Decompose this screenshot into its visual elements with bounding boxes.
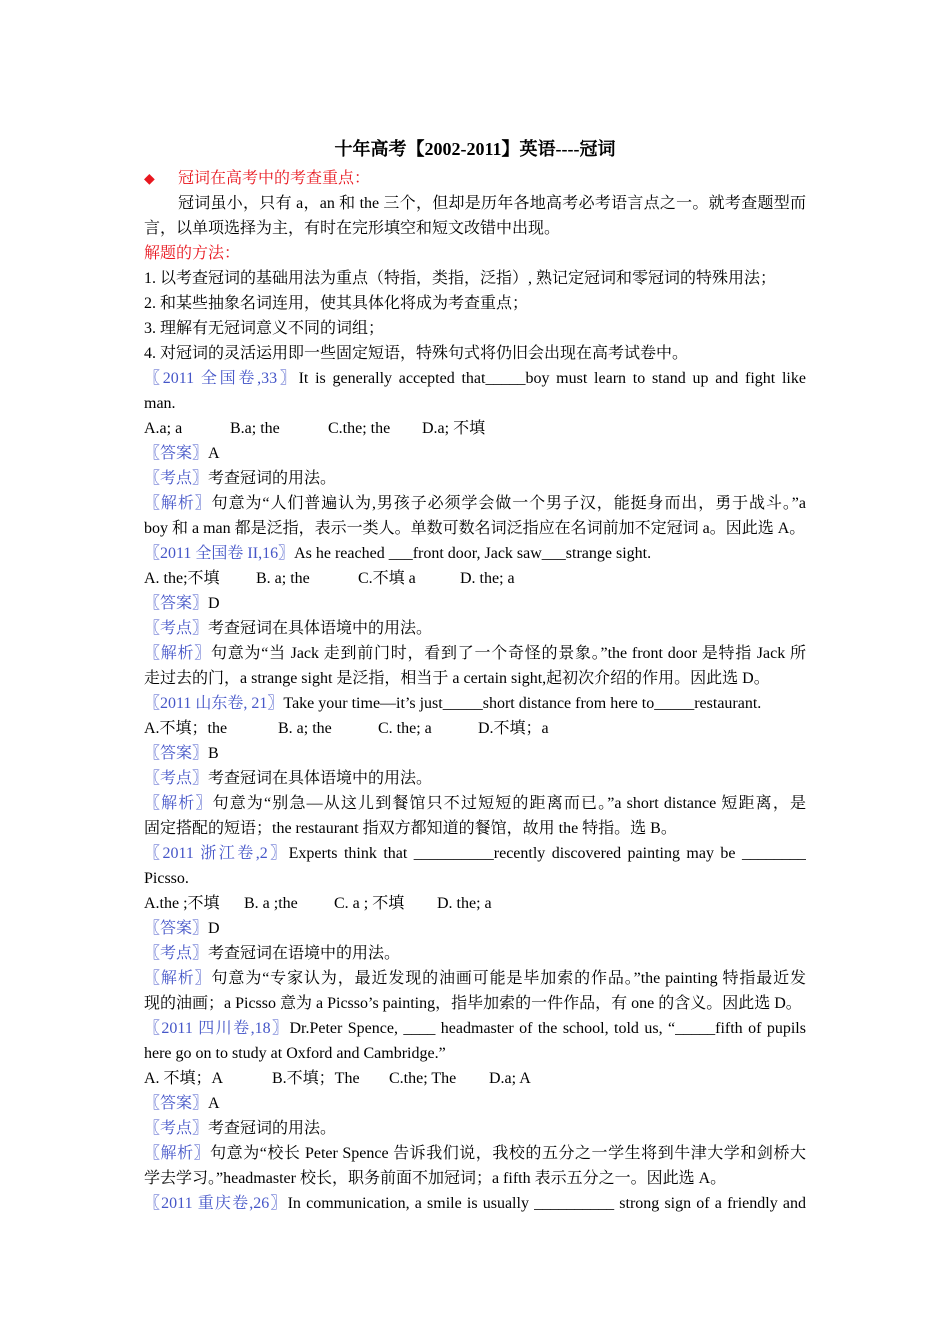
analysis-line: 〖解析〗句意为“别急—从这儿到餐馆只不过短短的距离而已。”a short distance 短距离，是	[144, 795, 806, 812]
analysis-label: 〖解析〗	[144, 970, 212, 987]
option-d: D.a; 不填	[422, 420, 486, 437]
point-line: 〖考点〗考查冠词在具体语境中的用法。	[144, 620, 433, 637]
analysis-label: 〖解析〗	[144, 795, 213, 812]
analysis-line: 〖解析〗句意为“当 Jack 走到前门时，看到了一个奇怪的景象。”the front door 是特指 Jack 所	[144, 645, 806, 662]
question-source: 〖2011 浙江卷,2〗	[144, 845, 289, 862]
option-b: B.不填；The	[272, 1070, 360, 1087]
option-d: D. the; a	[460, 570, 515, 587]
option-a: A.不填；the	[144, 720, 228, 737]
point-line: 〖考点〗考查冠词的用法。	[144, 1120, 337, 1137]
question-stem: 〖2011 山东卷, 21〗Take your time—it’s just_____short distance from here to_____restaurant.	[144, 695, 762, 712]
option-c: C.the; The	[389, 1070, 457, 1087]
answer-line	[144, 916, 806, 941]
answer-line	[144, 441, 806, 466]
method-item: 1. 以考查冠词的基础用法为重点（特指，类指，泛指）, 熟记定冠词和零冠词的特殊用法；	[144, 270, 777, 287]
question-stem-cont: man.	[144, 395, 176, 412]
answer-line	[144, 591, 806, 616]
point-label: 〖考点〗	[144, 470, 209, 487]
question-options	[144, 891, 806, 916]
page-title: 十年高考【2002-2011】英语----冠词	[334, 139, 616, 159]
question-options	[144, 1066, 806, 1091]
question-options	[144, 566, 806, 591]
analysis-line: 〖解析〗句意为“人们普遍认为,男孩子必须学会做一个男子汉，能挺身而出，勇于战斗。”a	[144, 495, 806, 512]
methods-heading: 解题的方法：	[144, 245, 241, 262]
question-stem-cont: Picsso.	[144, 870, 189, 887]
analysis-label: 〖解析〗	[144, 1145, 211, 1162]
option-d: D.不填；a	[478, 720, 549, 737]
question-stem: 〖2011 重庆卷,26〗In communication, a smile is usually __________ strong sign of a friendly and	[144, 1195, 806, 1212]
option-c: C. the; a	[378, 720, 432, 737]
method-item: 2. 和某些抽象名词连用，使其具体化将成为考查重点；	[144, 295, 529, 312]
answer-value: A	[208, 445, 220, 462]
question-source: 〖2011 四川卷,18〗	[144, 1020, 290, 1037]
option-b: B. a; the	[256, 570, 310, 587]
option-c: C. a ; 不填	[334, 895, 405, 912]
answer-value: D	[208, 920, 220, 937]
answer-value: B	[208, 745, 219, 762]
option-b: B. a ;the	[244, 895, 298, 912]
intro-paragraph-line: 言，以单项选择为主，有时在完形填空和短文改错中出现。	[144, 220, 561, 237]
question-source: 〖2011 全国卷 II,16〗	[144, 545, 295, 562]
analysis-line: 〖解析〗句意为“校长 Peter Spence 告诉我们说，我校的五分之一学生将到牛津大学和剑桥大	[144, 1145, 806, 1162]
option-d: D.a; A	[489, 1070, 531, 1087]
point-label: 〖考点〗	[144, 770, 209, 787]
option-a: A.the ;不填	[144, 895, 220, 912]
method-item: 3. 理解有无冠词意义不同的词组；	[144, 320, 385, 337]
diamond-bullet-icon: ◆	[144, 172, 155, 187]
answer-label: 〖答案〗	[144, 595, 209, 612]
option-b: B. a; the	[278, 720, 332, 737]
question-stem: 〖2011 浙江卷,2〗Experts think that __________recently discovered painting may be ________	[144, 845, 806, 862]
question-options	[144, 416, 806, 441]
analysis-label: 〖解析〗	[144, 645, 211, 662]
question-options	[144, 716, 806, 741]
question-stem-cont: here go on to study at Oxford and Cambridge.”	[144, 1045, 446, 1062]
method-item: 4. 对冠词的灵活运用即一些固定短语，特殊句式将仍旧会出现在高考试卷中。	[144, 345, 689, 362]
option-d: D. the; a	[437, 895, 492, 912]
question-source: 〖2011 全国卷,33〗	[144, 370, 299, 387]
analysis-line: 走过去的门，a strange sight 是泛指，相当于 a certain sight,起初次介绍的作用。因此选 D。	[144, 670, 770, 687]
question-source: 〖2011 山东卷, 21〗	[144, 695, 284, 712]
question-stem: 〖2011 四川卷,18〗Dr.Peter Spence, ____ headmaster of the school, told us, “_____fifth of pupils	[144, 1020, 806, 1037]
answer-label: 〖答案〗	[144, 745, 209, 762]
question-stem: 〖2011 全国卷,33〗It is generally accepted that_____boy must learn to stand up and fight like	[144, 370, 806, 387]
option-a: A.a; a	[144, 420, 183, 437]
analysis-line: 〖解析〗句意为“专家认为，最近发现的油画可能是毕加索的作品。”the painting 特指最近发	[144, 970, 806, 987]
option-a: A. 不填；A	[144, 1070, 224, 1087]
intro-heading-line	[144, 166, 806, 191]
point-line: 〖考点〗考查冠词在语境中的用法。	[144, 945, 401, 962]
option-a: A. the;不填	[144, 570, 220, 587]
answer-line	[144, 741, 806, 766]
answer-value: A	[208, 1095, 220, 1112]
question-source: 〖2011 重庆卷,26〗	[144, 1195, 288, 1212]
point-line: 〖考点〗考查冠词在具体语境中的用法。	[144, 770, 433, 787]
analysis-line: boy 和 a man 都是泛指，表示一类人。单数可数名词泛指应在名词前加不定冠词 a。因此选 A。	[144, 520, 806, 537]
question-stem: 〖2011 全国卷 II,16〗As he reached ___front door, Jack saw___strange sight.	[144, 545, 652, 562]
option-b: B.a; the	[230, 420, 280, 437]
intro-heading: 冠词在高考中的考查重点：	[178, 170, 371, 187]
answer-value: D	[208, 595, 220, 612]
point-label: 〖考点〗	[144, 1120, 209, 1137]
answer-line	[144, 1091, 806, 1116]
answer-label: 〖答案〗	[144, 445, 209, 462]
option-c: C.the; the	[328, 420, 391, 437]
point-label: 〖考点〗	[144, 620, 209, 637]
answer-label: 〖答案〗	[144, 1095, 209, 1112]
analysis-line: 学去学习。”headmaster 校长，职务前面不加冠词；a fifth 表示五分之一。因此选 A。	[144, 1170, 727, 1187]
analysis-line: 现的油画；a Picsso 意为 a Picsso’s painting，指毕加索的一件作品，有 one 的含义。因此选 D。	[144, 995, 802, 1012]
answer-label: 〖答案〗	[144, 920, 209, 937]
analysis-label: 〖解析〗	[144, 495, 212, 512]
document-content	[144, 136, 806, 1216]
analysis-line: 固定搭配的短语；the restaurant 指双方都知道的餐馆，故用 the 特指。选 B。	[144, 820, 677, 837]
option-c: C.不填 a	[358, 570, 416, 587]
point-label: 〖考点〗	[144, 945, 209, 962]
intro-paragraph-line: 冠词虽小，只有 a，an 和 the 三个，但却是历年各地高考必考语言点之一。就考查题型而	[178, 195, 806, 212]
point-line: 〖考点〗考查冠词的用法。	[144, 470, 337, 487]
